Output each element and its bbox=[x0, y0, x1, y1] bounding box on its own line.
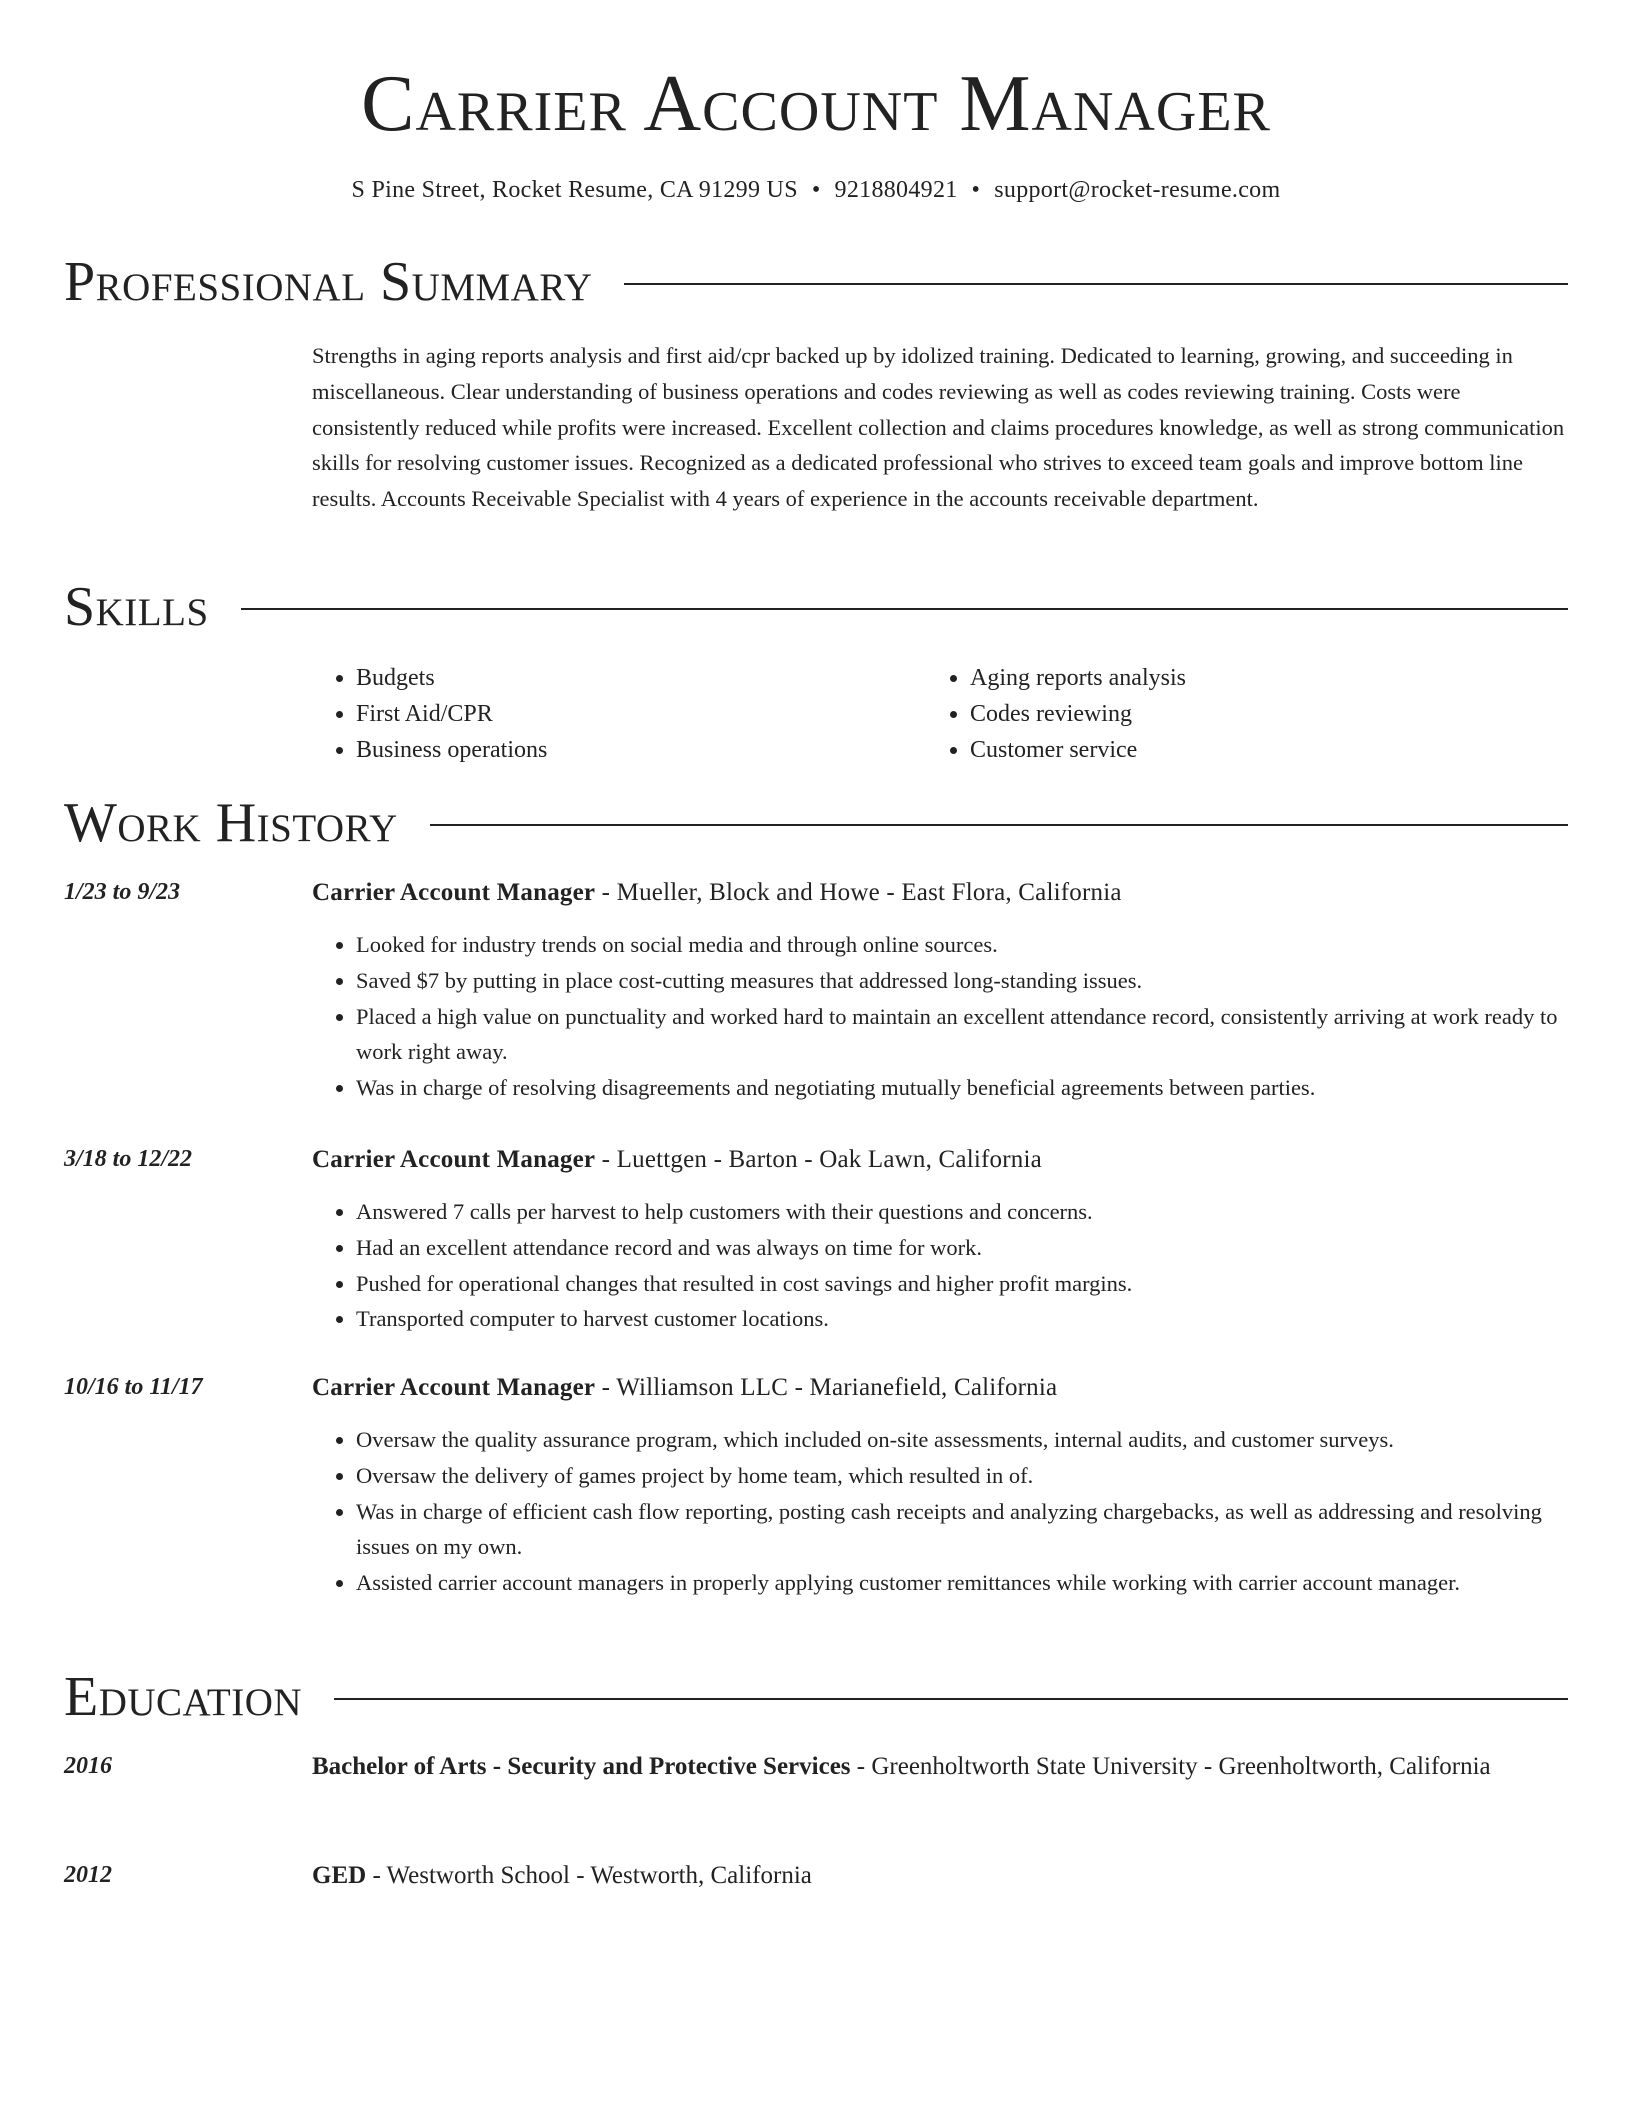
skills-list bbox=[312, 660, 1566, 768]
job-bullet: • Placed a high value on punctuality and worked hard to maintain an excellent attendance record, consistently arriving at work ready to work right away. bbox=[356, 999, 1566, 1071]
work-entry-body bbox=[312, 1141, 1566, 1337]
education-section-header bbox=[64, 1665, 1568, 1729]
section-divider bbox=[241, 608, 1568, 610]
job-bullets bbox=[312, 927, 1566, 1106]
section-divider bbox=[334, 1698, 1568, 1700]
resume-name: Carrier Account Manager bbox=[361, 60, 1271, 148]
education-degree: GED bbox=[312, 1862, 367, 1889]
job-bullet: • Looked for industry trends on social media and through online sources. bbox=[356, 927, 1566, 963]
work-entry-body bbox=[312, 874, 1566, 1106]
contact-phone: 9218804921 bbox=[834, 177, 958, 203]
education-entry-body bbox=[312, 1857, 1566, 1894]
job-employer: - Luettgen - Barton - Oak Lawn, California bbox=[595, 1146, 1042, 1173]
job-bullet: • Saved $7 by putting in place cost-cutting measures that addressed long-standing issues. bbox=[356, 963, 1566, 999]
work-entry-title-line bbox=[312, 874, 1566, 911]
contact-email: support@rocket-resume.com bbox=[994, 177, 1281, 203]
job-bullet: • Assisted carrier account managers in properly applying customer remittances while working with carrier account manager. bbox=[356, 1565, 1566, 1601]
education-year: 2012 bbox=[64, 1862, 112, 1888]
section-divider bbox=[430, 824, 1568, 826]
education-degree: Bachelor of Arts - Security and Protective Services bbox=[312, 1753, 851, 1780]
education-line bbox=[312, 1748, 1566, 1785]
skill-item: • Customer service bbox=[970, 732, 1540, 768]
job-bullet: • Oversaw the delivery of games project by home team, which resulted in of. bbox=[356, 1458, 1566, 1494]
job-bullet: • Pushed for operational changes that resulted in cost savings and higher profit margins. bbox=[356, 1266, 1566, 1302]
skill-item: • Budgets bbox=[356, 660, 926, 696]
skills-column-left bbox=[312, 660, 926, 768]
job-bullets bbox=[312, 1194, 1566, 1337]
skills-heading: Skills bbox=[64, 576, 209, 638]
contact-separator: • bbox=[971, 177, 981, 203]
education-entry bbox=[64, 1857, 1566, 1894]
summary-heading: Professional Summary bbox=[64, 251, 593, 313]
summary-text: Strengths in aging reports analysis and first aid/cpr backed up by idolized training. Dedicated to learning, growing, and succeeding in miscellaneous. Clear understanding of business operations and codes reviewing as well as codes reviewing training. Costs were consistently reduced while profits were increased. Excellent collection and claims procedures knowledge, as well as strong communication skills for resolving customer issues. Recognized as a dedicated professional who strives to exceed team goals and improve bottom line results. Accounts Receivable Specialist with 4 years of experience in the accounts receivable department. bbox=[312, 343, 1565, 512]
work-entry-title-line bbox=[312, 1141, 1566, 1178]
job-bullet: • Was in charge of efficient cash flow reporting, posting cash receipts and analyzing chargebacks, as well as addressing and resolving issues on my own. bbox=[356, 1494, 1566, 1566]
work-entry-date: 1/23 to 9/23 bbox=[64, 879, 181, 905]
job-bullets bbox=[312, 1422, 1566, 1601]
education-school: - Greenholtworth State University - Greenholtworth, California bbox=[850, 1753, 1491, 1780]
job-employer: - Williamson LLC - Marianefield, California bbox=[595, 1374, 1058, 1401]
work-heading: Work History bbox=[64, 792, 398, 854]
skill-item: • First Aid/CPR bbox=[356, 696, 926, 732]
skills-column-right bbox=[926, 660, 1540, 768]
work-entry-date: 3/18 to 12/22 bbox=[64, 1146, 193, 1172]
skill-item: • Aging reports analysis bbox=[970, 660, 1540, 696]
education-school: - Westworth School - Westworth, California bbox=[366, 1862, 812, 1889]
section-divider bbox=[624, 283, 1568, 285]
contact-separator: • bbox=[811, 177, 821, 203]
job-bullet: • Transported computer to harvest customer locations. bbox=[356, 1301, 1566, 1337]
job-title: Carrier Account Manager bbox=[312, 879, 596, 906]
education-entry bbox=[64, 1748, 1566, 1785]
skill-item: • Business operations bbox=[356, 732, 926, 768]
work-entry-title-line bbox=[312, 1369, 1566, 1406]
contact-line bbox=[0, 174, 1632, 206]
education-line bbox=[312, 1857, 1566, 1894]
education-year: 2016 bbox=[64, 1753, 112, 1779]
job-bullet: • Oversaw the quality assurance program, which included on-site assessments, internal audits, and customer surveys. bbox=[356, 1422, 1566, 1458]
work-entry bbox=[64, 874, 1566, 1106]
contact-address: S Pine Street, Rocket Resume, CA 91299 US bbox=[351, 177, 798, 203]
education-entry-body bbox=[312, 1748, 1566, 1785]
job-employer: - Mueller, Block and Howe - East Flora, California bbox=[595, 879, 1122, 906]
job-bullet: • Was in charge of resolving disagreements and negotiating mutually beneficial agreements between parties. bbox=[356, 1070, 1566, 1106]
job-title: Carrier Account Manager bbox=[312, 1374, 596, 1401]
job-bullet: • Answered 7 calls per harvest to help customers with their questions and concerns. bbox=[356, 1194, 1566, 1230]
job-title: Carrier Account Manager bbox=[312, 1146, 596, 1173]
work-section-header bbox=[64, 791, 1568, 855]
skills-section-header bbox=[64, 575, 1568, 639]
summary-section-header bbox=[64, 250, 1568, 314]
work-entry-date: 10/16 to 11/17 bbox=[64, 1374, 203, 1400]
education-heading: Education bbox=[64, 1666, 303, 1728]
work-entry bbox=[64, 1141, 1566, 1337]
work-entry bbox=[64, 1369, 1566, 1601]
work-entry-body bbox=[312, 1369, 1566, 1601]
job-bullet: • Had an excellent attendance record and was always on time for work. bbox=[356, 1230, 1566, 1266]
skill-item: • Codes reviewing bbox=[970, 696, 1540, 732]
